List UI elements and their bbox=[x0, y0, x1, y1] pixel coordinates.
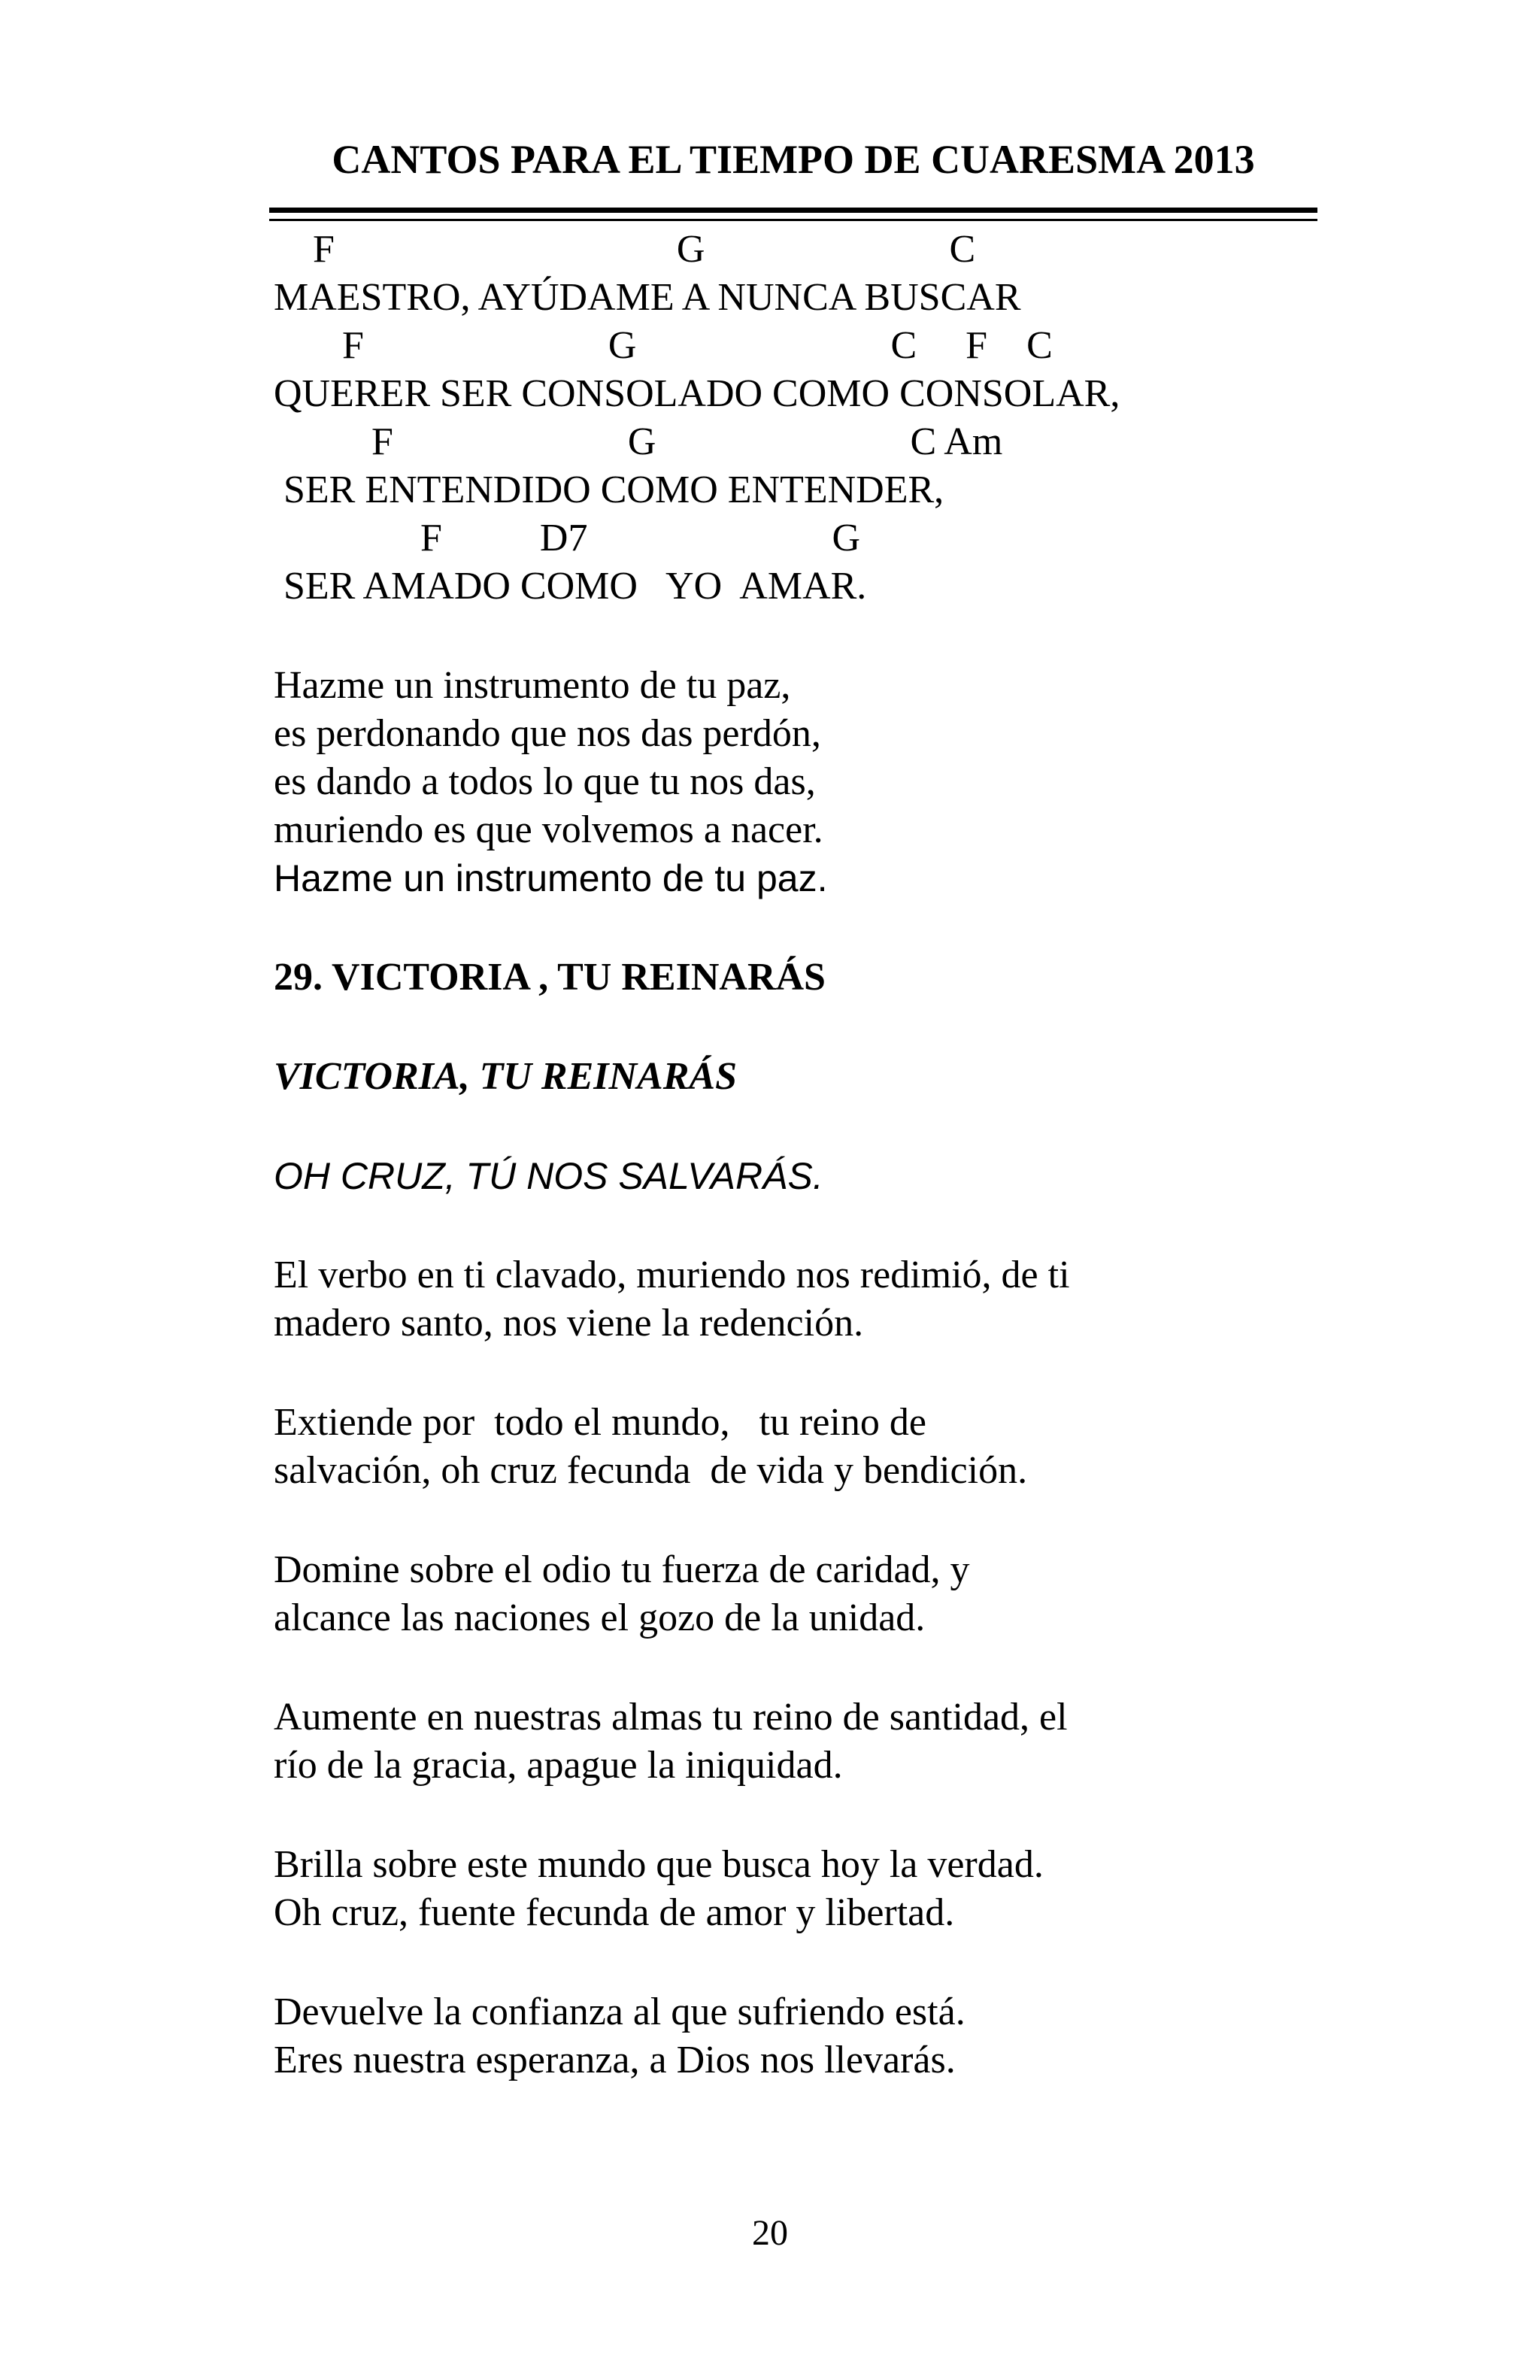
lyric-line: río de la gracia, apague la iniquidad. bbox=[274, 1744, 843, 1787]
lyric-line: Brilla sobre este mundo que busca hoy la verdad. bbox=[274, 1843, 1044, 1886]
stanza bbox=[274, 1693, 1296, 1790]
spacer bbox=[274, 1495, 1296, 1546]
chord-line: F D7 G bbox=[274, 517, 861, 559]
stanza bbox=[274, 1251, 1296, 1348]
spacer bbox=[274, 1937, 1296, 1988]
lyric-line: Devuelve la confianza al que sufriendo está. bbox=[274, 1990, 966, 2033]
stanza bbox=[274, 1988, 1296, 2084]
spacer bbox=[274, 1348, 1296, 1399]
page-content bbox=[274, 226, 1296, 2084]
closing-line: Hazme un instrumento de tu paz. bbox=[274, 857, 828, 899]
header-rule-thin bbox=[269, 219, 1317, 221]
stanza bbox=[274, 1841, 1296, 1937]
lyric-line: Eres nuestra esperanza, a Dios nos llevarás. bbox=[274, 2039, 956, 2081]
refrain-line: VICTORIA, TU REINARÁS bbox=[274, 1055, 738, 1098]
spacer bbox=[274, 1002, 1296, 1053]
page-number: 20 bbox=[752, 2213, 788, 2253]
chord-section bbox=[274, 226, 1296, 611]
stanza-instrumento bbox=[274, 662, 1296, 902]
lyric-line: muriendo es que volvemos a nacer. bbox=[274, 808, 823, 851]
lyric-line: Aumente en nuestras almas tu reino de santidad, el bbox=[274, 1696, 1068, 1739]
lyric-line: es dando a todos lo que tu nos das, bbox=[274, 760, 816, 803]
lyric-line: alcance las naciones el gozo de la unidad. bbox=[274, 1596, 926, 1639]
spacer bbox=[274, 1200, 1296, 1251]
lyric-line: salvación, oh cruz fecunda de vida y bendición. bbox=[274, 1449, 1028, 1492]
chord-line: F G C F C bbox=[274, 324, 1053, 367]
spacer bbox=[274, 1642, 1296, 1693]
chord-line: F G C Am bbox=[274, 420, 1003, 463]
lyric-line: SER AMADO COMO YO AMAR. bbox=[274, 565, 867, 608]
header-rule-thick bbox=[269, 208, 1317, 213]
spacer bbox=[274, 1101, 1296, 1152]
lyric-line: Hazme un instrumento de tu paz, bbox=[274, 664, 791, 707]
lyric-line: El verbo en ti clavado, muriendo nos redimió, de ti bbox=[274, 1254, 1070, 1296]
refrain-line: OH CRUZ, TÚ NOS SALVARÁS. bbox=[274, 1155, 823, 1197]
spacer bbox=[274, 902, 1296, 954]
song-heading: 29. VICTORIA , TU REINARÁS bbox=[274, 956, 826, 999]
page-title: CANTOS PARA EL TIEMPO DE CUARESMA 2013 bbox=[332, 137, 1255, 182]
stanza bbox=[274, 1399, 1296, 1495]
lyric-line: MAESTRO, AYÚDAME A NUNCA BUSCAR bbox=[274, 276, 1021, 319]
lyric-line: SER ENTENDIDO COMO ENTENDER, bbox=[274, 468, 944, 511]
lyric-line: Domine sobre el odio tu fuerza de caridad, y bbox=[274, 1548, 970, 1591]
spacer bbox=[274, 611, 1296, 662]
lyric-line: QUERER SER CONSOLADO COMO CONSOLAR, bbox=[274, 372, 1120, 415]
stanza bbox=[274, 1546, 1296, 1642]
lyric-line: es perdonando que nos das perdón, bbox=[274, 712, 821, 755]
chord-line: F G C bbox=[274, 228, 976, 271]
lyric-line: Oh cruz, fuente fecunda de amor y libertad. bbox=[274, 1891, 955, 1934]
lyric-line: madero santo, nos viene la redención. bbox=[274, 1302, 864, 1345]
lyric-line: Extiende por todo el mundo, tu reino de bbox=[274, 1401, 926, 1444]
spacer bbox=[274, 1790, 1296, 1841]
